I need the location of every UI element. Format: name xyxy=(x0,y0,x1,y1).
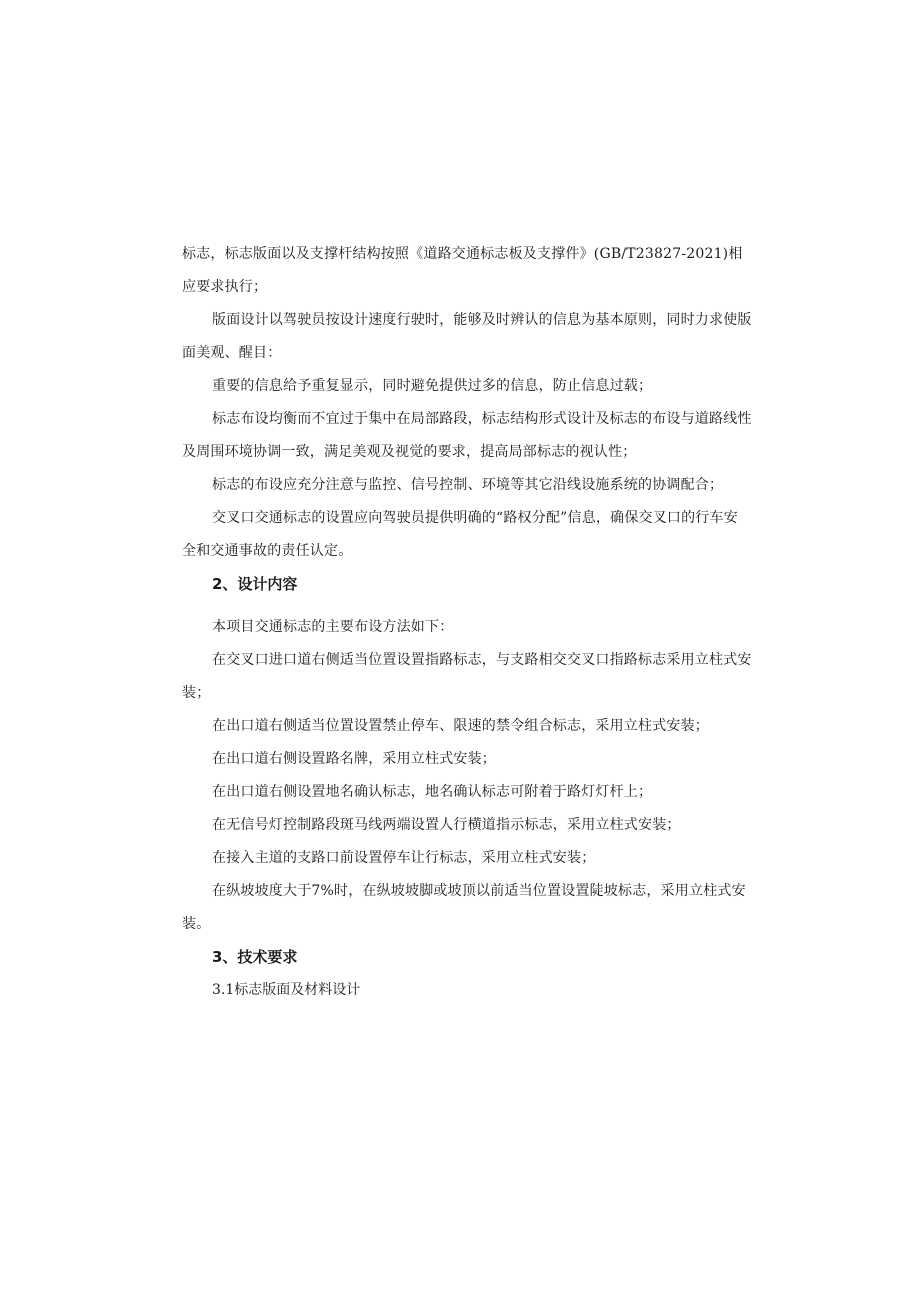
paragraph-repeat-info: 重要的信息给予重复显示，同时避免提供过多的信息，防止信息过载； xyxy=(212,378,653,394)
paragraph-balanced-layout: 标志布设均衡而不宜过于集中在局部路段，标志结构形式设计及标志的布设与道路线性及周围环境协调一致，满足美观及视觉的要求，提高局部标志的视认性； xyxy=(182,411,752,460)
paragraph-stop-sign: 在接入主道的支路口前设置停车让行标志，采用立柱式安装； xyxy=(212,850,596,866)
paragraph-place-name-sign: 在出口道右侧设置地名确认标志，地名确认标志可附着于路灯灯杆上； xyxy=(212,784,653,800)
paragraph-coordination: 标志的布设应充分注意与监控、信号控制、环境等其它沿线设施系统的协调配合； xyxy=(212,477,724,493)
paragraph-guide-sign: 在交叉口进口道右侧适当位置设置指路标志，与支路相交交叉口指路标志采用立柱式安装； xyxy=(182,652,752,701)
paragraph-street-name-sign: 在出口道右侧设置路名牌，采用立柱式安装； xyxy=(212,751,496,767)
paragraph-layout-methods: 本项目交通标志的主要布设方法如下： xyxy=(212,619,454,635)
paragraph-standard-reference: 标志，标志版面以及支撑杆结构按照《道路交通标志板及支撑件》(GB/T23827-2021)相应要求执行； xyxy=(182,246,743,295)
section-heading-design-content: 2、设计内容 xyxy=(212,575,298,593)
paragraph-right-of-way: 交叉口交通标志的设置应向驾驶员提供明确的“路权分配”信息，确保交叉口的行车安全和交通事故的责任认定。 xyxy=(182,510,738,559)
paragraph-crosswalk-sign: 在无信号灯控制路段斑马线两端设置人行横道指示标志，采用立柱式安装； xyxy=(212,817,681,833)
subsection-heading-sign-materials: 3.1标志版面及材料设计 xyxy=(212,982,361,998)
paragraph-steep-slope-sign: 在纵坡坡度大于7%时，在纵坡坡脚或坡顶以前适当位置设置陡坡标志，采用立柱式安装。 xyxy=(182,883,746,932)
document-body xyxy=(182,238,752,1007)
section-heading-technical-requirements: 3、技术要求 xyxy=(212,948,298,966)
spacer xyxy=(182,601,752,611)
paragraph-prohibition-sign: 在出口道右侧适当位置设置禁止停车、限速的禁令组合标志，采用立柱式安装； xyxy=(212,718,709,734)
paragraph-layout-principle: 版面设计以驾驶员按设计速度行驶时，能够及时辨认的信息为基本原则，同时力求使版面美观、醒目： xyxy=(182,312,752,361)
